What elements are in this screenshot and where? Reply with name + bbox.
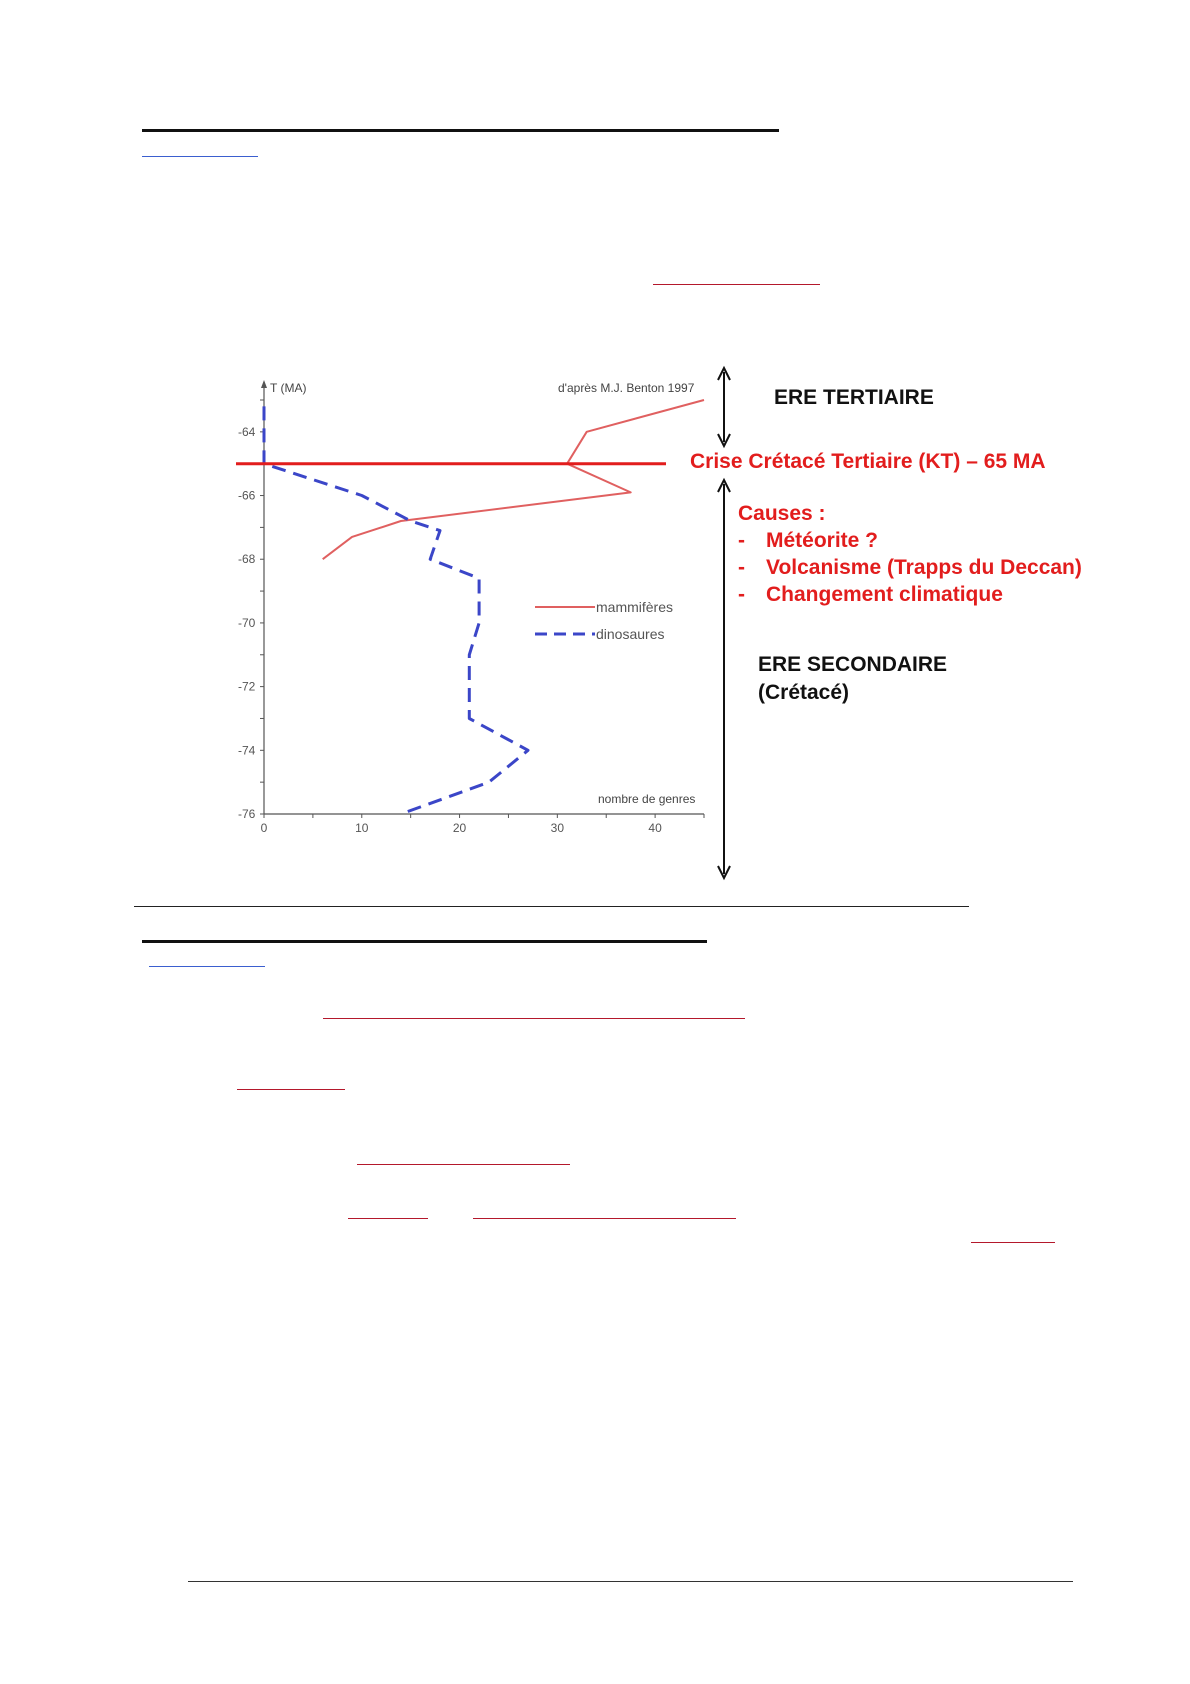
- x-tick-label: 20: [452, 821, 467, 835]
- tertiary-era-label: ERE TERTIAIRE: [774, 386, 934, 409]
- cause-item: [738, 556, 1082, 580]
- heading-rule-2: [142, 940, 707, 943]
- footer-rule: [188, 1581, 1073, 1582]
- secondary-era-sublabel: (Crétacé): [758, 681, 850, 704]
- source-note: d'après M.J. Benton 1997: [558, 381, 695, 395]
- legend-label-mammals: mammifères: [596, 599, 674, 615]
- cause-dash: -: [738, 529, 745, 552]
- tertiary-era-arrow: [718, 368, 730, 446]
- x-tick-label: 40: [648, 821, 662, 835]
- y-tick-label: -72: [238, 679, 256, 694]
- x-tick-label: 30: [550, 821, 565, 835]
- x-tick-label: 0: [260, 821, 268, 835]
- y-tick-label: -74: [238, 743, 256, 758]
- y-tick-label: -70: [238, 615, 256, 630]
- series-dinosaurs-line: [264, 406, 528, 814]
- section-divider: [134, 906, 969, 907]
- y-axis-arrowhead: [261, 380, 267, 388]
- cause-text: Météorite ?: [766, 529, 879, 552]
- answer-blank-5: [348, 1218, 428, 1219]
- answer-blank-2: [323, 1018, 745, 1019]
- cause-text: Changement climatique: [766, 583, 1003, 606]
- y-tick-label: -64: [238, 424, 256, 439]
- x-tick-label: 10: [355, 821, 369, 835]
- causes-title: Causes :: [738, 502, 826, 525]
- y-axis-label: T (MA): [270, 381, 307, 395]
- cause-item: [738, 529, 878, 553]
- answer-blank-6: [473, 1218, 736, 1219]
- cause-dash: -: [738, 583, 745, 606]
- link-rule-2: [149, 966, 265, 967]
- cause-item: [738, 583, 1003, 607]
- answer-blank-4: [357, 1164, 570, 1165]
- y-tick-label: -76: [238, 807, 256, 821]
- secondary-era-arrow: [718, 480, 730, 878]
- crisis-label: Crise Crétacé Tertiaire (KT) – 65 MA: [690, 450, 1046, 473]
- answer-blank-7: [971, 1242, 1055, 1243]
- chart-legend: [535, 599, 673, 642]
- legend-label-dinosaurs: dinosaures: [596, 626, 665, 642]
- y-tick-label: -68: [238, 552, 256, 567]
- cause-text: Volcanisme (Trapps du Deccan): [766, 556, 1082, 579]
- cause-dash: -: [738, 556, 745, 579]
- answer-blank-3: [237, 1089, 345, 1090]
- x-axis-label: nombre de genres: [598, 792, 696, 806]
- secondary-era-label: ERE SECONDAIRE: [758, 653, 948, 676]
- series-mammals-line: [323, 400, 704, 559]
- y-tick-label: -66: [238, 488, 256, 503]
